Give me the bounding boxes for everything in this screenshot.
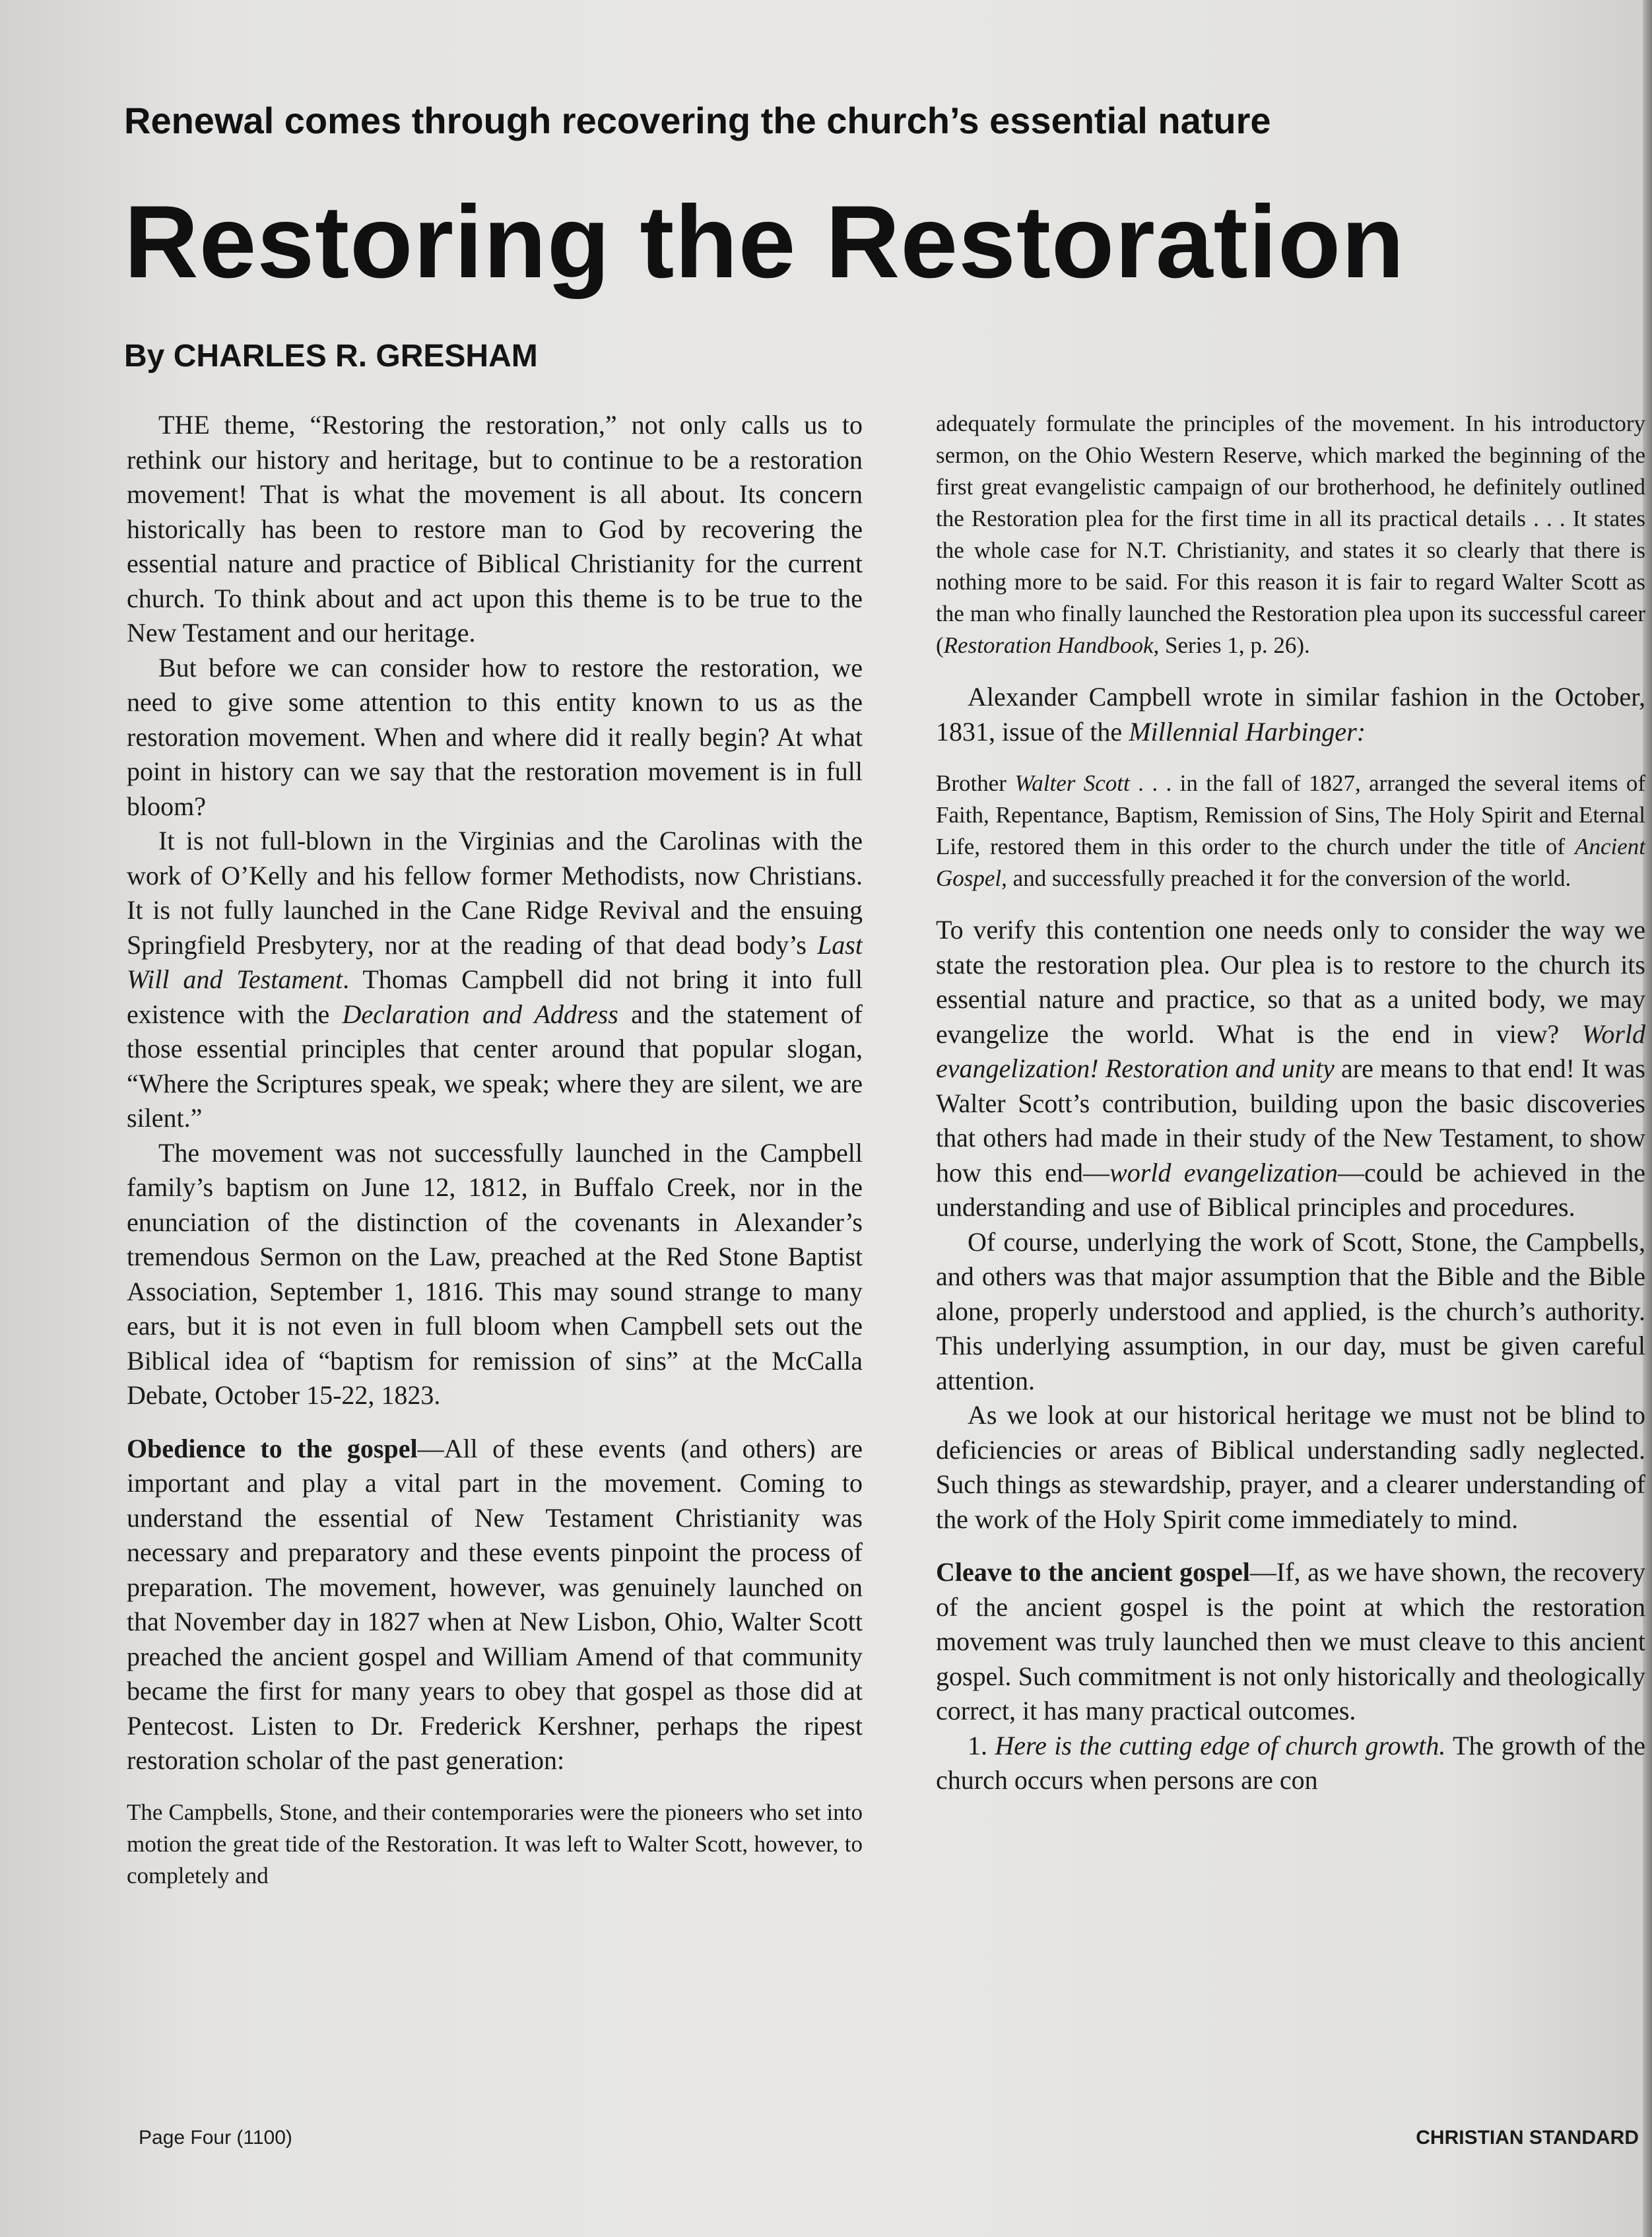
paragraph: Obedience to the gospel—All of these events (and others) are important and play a vital part in the movement. Coming to understand the essential of New Testament Christianity was necessary and preparatory and these events pinpoint the process of preparation. The movement, however, was genuinely launched on that November day in 1827 when at New Lisbon, Ohio, Walter Scott preached the ancient gospel and William Amend of that community became the first for many years to obey that gospel as those did at Pentecost. Listen to Dr. Frederick Kershner, perhaps the ripest restoration scholar of the past generation: <box>127 1433 863 1775</box>
section-lead: Obedience to the gospel <box>127 1433 418 1463</box>
article-headline: Restoring the Restoration <box>124 185 1405 300</box>
publication-name: CHRISTIAN STANDARD <box>1416 2127 1639 2149</box>
block-quote: Brother Walter Scott . . . in the fall of 1827, arranged the several items of Faith, Repentance, Baptism, Remission of Sins, The Holy Spirit and Eternal Life, restored them in this order to the church under the title of Ancient Gospel, and successfully preached it for the conversion of the world. <box>936 770 1645 891</box>
paragraph: As we look at our historical heritage we must not be blind to deficiencies or areas of Biblical understanding sadly neglected. Such things as stewardship, prayer, and a clearer understanding of the work of the Holy Spirit come immediately to mind. <box>936 1400 1645 1534</box>
right-column <box>936 408 1645 2098</box>
paragraph: Cleave to the ancient gospel—If, as we have shown, the recovery of the ancient gospel is the point at which the restoration movement was truly launched then we must cleave to this ancient gospel. Such commitment is not only historically and theologically correct, it has many practical outcomes. <box>936 1557 1645 1725</box>
paragraph: Of course, underlying the work of Scott, Stone, the Campbells, and others was that major assumption that the Bible and the Bible alone, properly understood and applied, is the church’s authority. This underlying assumption, in our day, must be given careful attention. <box>936 1226 1645 1395</box>
article-byline: By CHARLES R. GRESHAM <box>124 339 538 374</box>
paragraph: Alexander Campbell wrote in similar fashion in the October, 1831, issue of the Millennial Harbinger: <box>936 682 1645 747</box>
block-quote: The Campbells, Stone, and their contemporaries were the pioneers who set into motion the great tide of the Restoration. It was left to Walter Scott, however, to completely and <box>127 1799 863 1888</box>
page-number: Page Four (1100) <box>139 2127 292 2149</box>
block-quote: adequately formulate the principles of the movement. In his introductory sermon, on the Ohio Western Reserve, which marked the beginning of the first great evangelistic campaign of our brotherhood, he definitely outlined the Restoration plea for the first time in all its practical details . . . It states the whole case for N.T. Christianity, and states it so clearly that there is nothing more to be said. For this reason it is fair to regard Walter Scott as the man who finally launched the Restoration plea upon its successful career (Restoration Handbook, Series 1, p. 26). <box>936 411 1645 658</box>
paragraph: The movement was not successfully launched in the Campbell family’s baptism on June 12, 1812, in Buffalo Creek, nor in the enunciation of the distinction of the covenants in Alexander’s tremendous Sermon on the Law, preached at the Red Stone Baptist Association, September 1, 1816. This may sound strange to many ears, but it is not even in full bloom when Campbell sets out the Biblical idea of “baptism for remission of sins” at the McCalla Debate, October 15-22, 1823. <box>127 1137 863 1410</box>
paragraph: 1. Here is the cutting edge of church growth. The growth of the church occurs when persons are con <box>936 1730 1645 1795</box>
article-kicker: Renewal comes through recovering the church’s essential nature <box>124 100 1271 141</box>
section-lead: Cleave to the ancient gospel <box>936 1557 1250 1587</box>
left-column <box>127 408 863 2098</box>
paragraph: THE theme, “Restoring the restoration,” not only calls us to rethink our history and heritage, but to continue to be a restoration movement! That is what the movement is all about. Its concern historically has been to restore man to God by recovering the essential nature and practice of Biblical Christianity for the current church. To think about and act upon this theme is to be true to the New Testament and our heritage. <box>127 410 863 648</box>
paragraph: To verify this contention one needs only to consider the way we state the restoration plea. Our plea is to restore to the church its essential nature and practice, so that as a united body, we may evangelize the world. What is the end in view? World evangelization! Restoration and unity are means to that end! It was Walter Scott’s contribution, building upon the basic discoveries that others had made in their study of the New Testament, to show how this end—world evangelization—could be achieved in the understanding and use of Biblical principles and procedures. <box>936 915 1645 1222</box>
paragraph: It is not full-blown in the Virginias and the Carolinas with the work of O’Kelly and his fellow former Methodists, now Christians. It is not fully launched in the Cane Ridge Revival and the ensuing Springfield Presbytery, nor at the reading of that dead body’s Last Will and Testament. Thomas Campbell did not bring it into full existence with the Declaration and Address and the statement of those essential principles that center around that popular slogan, “Where the Scriptures speak, we speak; where they are silent, we are silent.” <box>127 826 863 1133</box>
paragraph: But before we can consider how to restore the restoration, we need to give some attention to this entity known to us as the restoration movement. When and where did it really begin? At what point in history can we say that the restoration movement is in full bloom? <box>127 652 863 821</box>
